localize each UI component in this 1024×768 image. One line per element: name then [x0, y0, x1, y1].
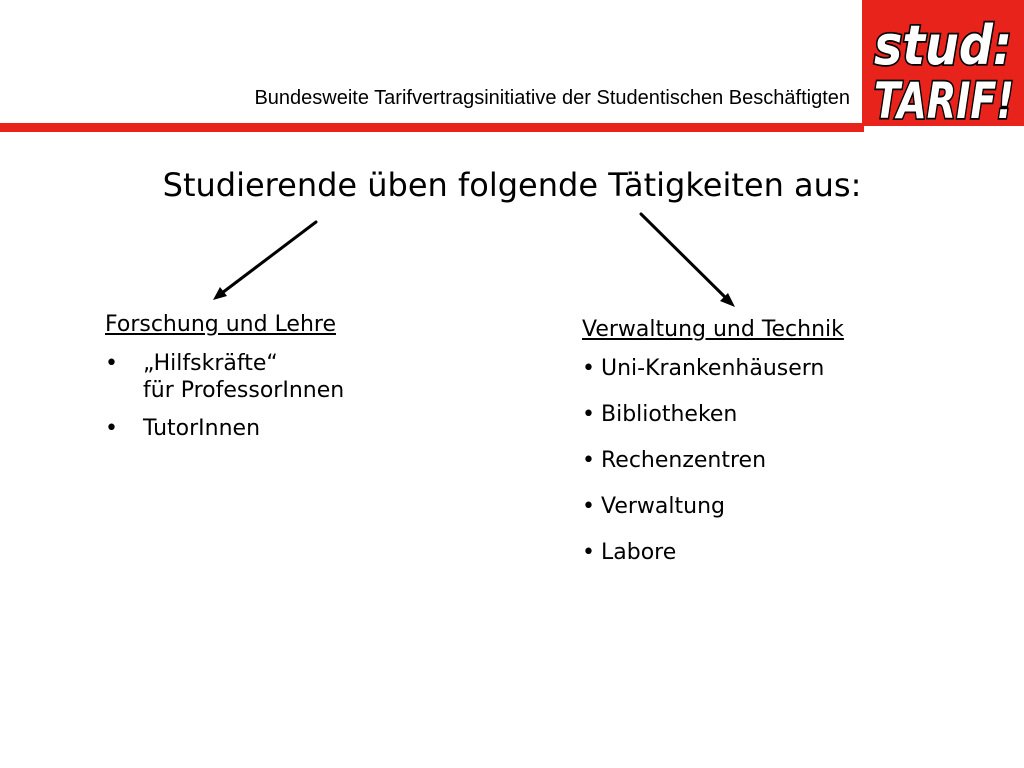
bullet-icon: •	[105, 415, 118, 441]
list-item	[582, 539, 912, 567]
header-title: Bundesweite Tarifvertragsinitiative der Studentischen Beschäftigten	[254, 87, 850, 109]
slide-title: Studierende üben folgende Tätigkeiten aus:	[162, 166, 862, 204]
list-item-text: Rechenzentren	[600, 447, 767, 473]
list-item-text: Uni-Krankenhäusern	[600, 355, 825, 381]
left-column-list	[105, 350, 435, 443]
bullet-icon: •	[582, 539, 595, 565]
bullet-icon: •	[582, 493, 595, 519]
arrow-right-icon	[641, 214, 731, 303]
right-column	[582, 316, 912, 585]
list-item	[105, 350, 435, 405]
bullet-icon: •	[582, 401, 595, 427]
list-item-text: TutorInnen	[143, 415, 261, 441]
svg-text:stud:: stud:	[874, 14, 1012, 77]
list-item-text: „Hilfskräfte“ für ProfessorInnen	[143, 350, 345, 403]
list-item	[582, 447, 912, 475]
list-item	[582, 401, 912, 429]
bullet-icon: •	[582, 447, 595, 473]
list-item-text: Verwaltung	[600, 493, 725, 519]
right-column-list	[582, 355, 912, 567]
bullet-icon: •	[105, 350, 118, 376]
left-column	[105, 311, 435, 452]
right-column-heading: Verwaltung und Technik	[582, 317, 844, 342]
arrow-left-icon	[218, 222, 316, 296]
list-item	[582, 355, 912, 383]
left-column-heading: Forschung und Lehre	[105, 312, 337, 337]
list-item-text: Labore	[600, 539, 677, 565]
list-item-text: Bibliotheken	[600, 401, 738, 427]
list-item	[582, 493, 912, 521]
list-item	[105, 415, 435, 443]
svg-text:TARIF!: TARIF!	[874, 72, 1014, 126]
bullet-icon: •	[582, 355, 595, 381]
